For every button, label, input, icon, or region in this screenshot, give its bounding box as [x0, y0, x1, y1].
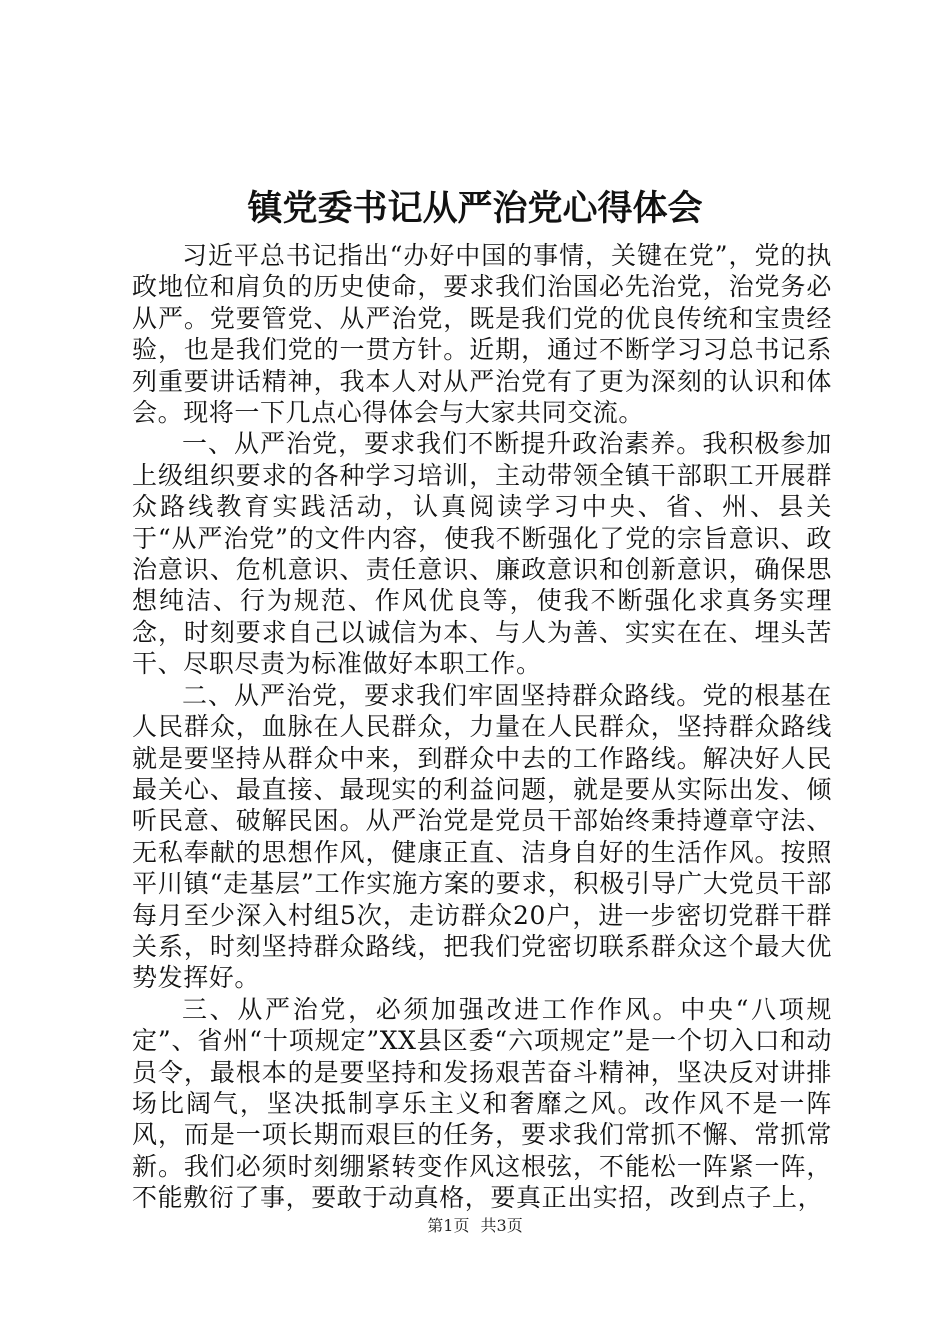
paragraph-point-3: 三、从严治党，必须加强改进工作作风。中央“八项规定”、省州“十项规定”XX县区委“六项规定”是一个切入口和动员令，最根本的是要坚持和发扬艰苦奋斗精神，坚决反对讲排场比阔气，坚决抵制享乐主义和奢靡之风。改作风不是一阵风，而是一项长期而艰巨的任务，要求我们常抓不懈、常抓常新。我们必须时刻绷紧转变作风这根弦，不能松一阵紧一阵，不能敷衍了事，要敢于动真格，要真正出实招，改到点子上，	[132, 994, 832, 1213]
page-total: 共3页	[480, 1216, 523, 1235]
document-title: 镇党委书记从严治党心得体会	[247, 188, 703, 229]
paragraph-point-1: 一、从严治党，要求我们不断提升政治素养。我积极参加上级组织要求的各种学习培训，主动带领全镇干部职工开展群众路线教育实践活动，认真阅读学习中央、省、州、县关于“从严治党”的文件内容，使我不断强化了党的宗旨意识、政治意识、危机意识、责任意识、廉政意识和创新意识，确保思想纯洁、行为规范、作风优良等，使我不断强化求真务实理念，时刻要求自己以诚信为本、与人为善、实实在在、埋头苦干、尽职尽责为标准做好本职工作。	[132, 429, 832, 679]
paragraph-point-2: 二、从严治党，要求我们牢固坚持群众路线。党的根基在人民群众，血脉在人民群众，力量在人民群众，坚持群众路线就是要坚持从群众中来，到群众中去的工作路线。解决好人民最关心、最直接、最现实的利益问题，就是要从实际出发、倾听民意、破解民困。从严治党是党员干部始终秉持遵章守法、无私奉献的思想作风，健康正直、洁身自好的生活作风。按照平川镇“走基层”工作实施方案的要求，积极引导广大党员干部每月至少深入村组5次，走访群众20户，进一步密切党群干群关系，时刻坚持群众路线，把我们党密切联系群众这个最大优势发挥好。	[132, 680, 832, 993]
page-number: 第1页	[427, 1216, 470, 1235]
paragraph-intro: 习近平总书记指出“办好中国的事情，关键在党”，党的执政地位和肩负的历史使命，要求我们治国必先治党，治党务必从严。党要管党、从严治党，既是我们党的优良传统和宝贵经验，也是我们党的一贯方针。近期，通过不断学习习总书记系列重要讲话精神，我本人对从严治党有了更为深刻的认识和体会。现将一下几点心得体会与大家共同交流。	[132, 241, 832, 428]
page-footer	[0, 1216, 950, 1236]
document-body	[132, 240, 832, 1214]
